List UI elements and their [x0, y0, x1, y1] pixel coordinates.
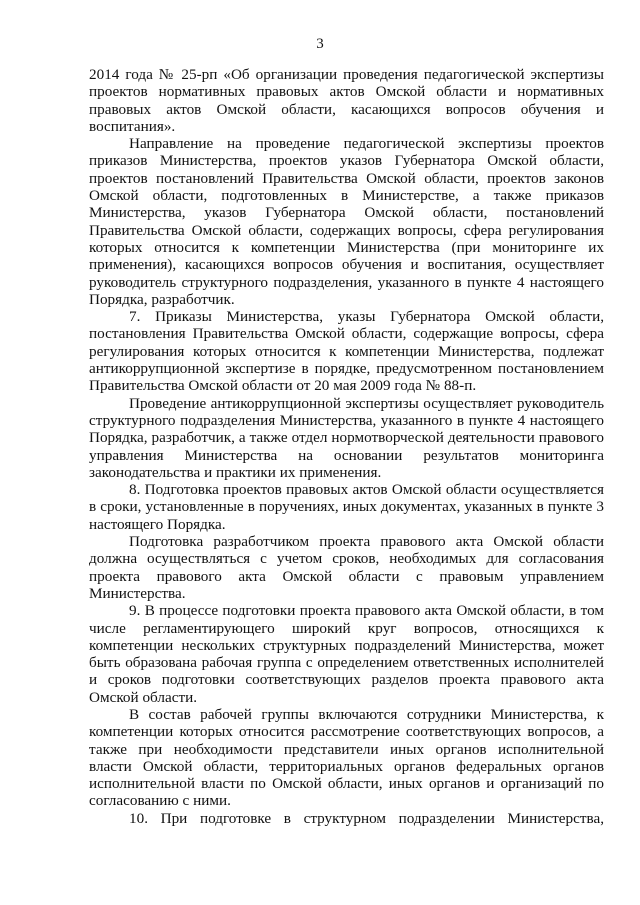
paragraph: В состав рабочей группы включаются сотрудники Министерства, к компетенции которых относится рассмотрение соответствующих вопросов, а также при необходимости представители иных органов исполнительной власти Омской области, территориальных органов федеральных органов исполнительной власти по Омской области, иных органов и организаций по согласованию с ними.: [89, 705, 604, 810]
page-number: 3: [316, 36, 324, 52]
paragraph: 8. Подготовка проектов правовых актов Омской области осуществляется в сроки, установленные в поручениях, иных документах, указанных в пункте 3 настоящего Порядка.: [89, 481, 604, 533]
paragraph: Проведение антикоррупционной экспертизы осуществляет руководитель структурного подразделения Министерства, указанного в пункте 4 настоящего Порядка, разработчик, а также отдел нормотворческой деятельности правового управления Министерства на основании результатов мониторинга законодательства и практики их применения.: [89, 394, 604, 481]
paragraph: 10. При подготовке в структурном подразделении Министерства,: [129, 809, 604, 827]
paragraph: 7. Приказы Министерства, указы Губернатора Омской области, постановления Правительства Омской области, содержащие вопросы, сфера регулирования которых относится к компетенции Министерства, подлежат антикоррупционной экспертизе в порядке, предусмотренном постановлением Правительства Омской области от 20 мая 2009 года № 88-п.: [89, 308, 604, 395]
paragraph: Подготовка разработчиком проекта правового акта Омской области должна осуществляться с учетом сроков, необходимых для согласования проекта правового акта Омской области с правовым управлением Министерства.: [89, 533, 604, 602]
paragraph: 2014 года № 25-рп «Об организации проведения педагогической экспертизы проектов нормативных правовых актов Омской области и нормативных правовых актов Омской области, касающихся вопросов обучения и воспитания».: [89, 66, 604, 135]
document-body: [89, 66, 604, 827]
paragraph: Направление на проведение педагогической экспертизы проектов приказов Министерства, проектов указов Губернатора Омской области, проектов постановлений Правительства Омской области, проектов законов Омской области, подготовленных в Министерстве, а также приказов Министерства, указов Губернатора Омской области, постановлений Правительства Омской области, содержащих вопросы, сфера регулирования которых относится к компетенции Министерства (при мониторинге их применения), касающихся вопросов обучения и воспитания, осуществляет руководитель структурного подразделения, указанного в пункте 4 настоящего Порядка, разработчик.: [89, 135, 604, 308]
paragraph: 9. В процессе подготовки проекта правового акта Омской области, в том числе регламентирующего широкий круг вопросов, относящихся к компетенции нескольких структурных подразделений Министерства, может быть образована рабочая группа с определением ответственных исполнителей и сроков подготовки соответствующих разделов проекта правового акта Омской области.: [89, 602, 604, 706]
